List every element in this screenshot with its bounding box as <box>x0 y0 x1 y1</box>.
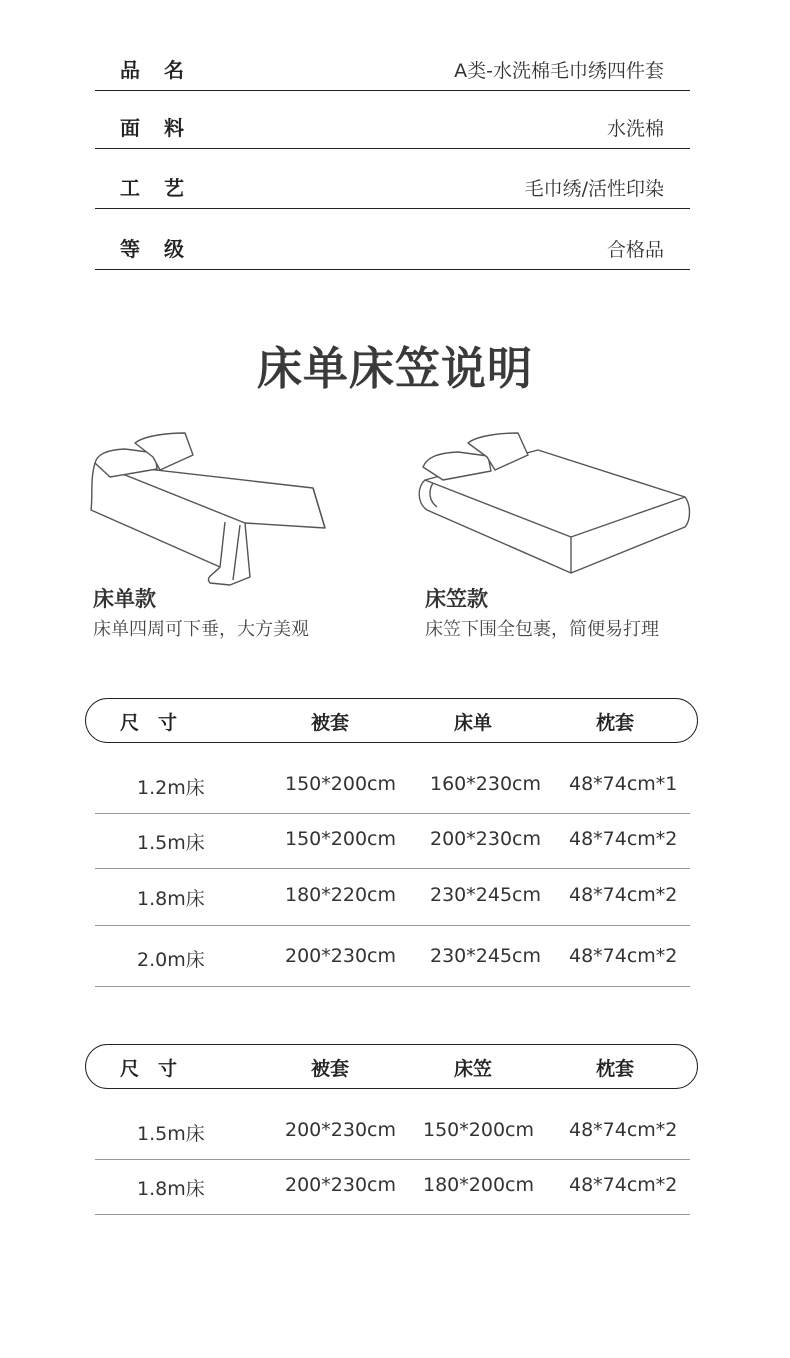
cell-duvet: 200*230cm <box>285 1174 396 1196</box>
spec-row-craft <box>95 149 690 209</box>
cell-sheet: 160*230cm <box>430 773 541 795</box>
table-header <box>85 1044 698 1089</box>
sheet-size-table <box>85 698 700 988</box>
cell-pillow: 48*74cm*2 <box>569 828 678 850</box>
table-row <box>95 1104 690 1160</box>
spec-value: 毛巾绣/活性印染 <box>524 178 664 200</box>
flat-sheet-illustration <box>85 425 335 590</box>
section-title: 床单床笠说明 <box>256 342 533 395</box>
spec-label: 等 级 <box>120 237 186 261</box>
table-row <box>95 813 690 869</box>
fitted-style-title: 床笠款 <box>425 587 488 611</box>
spec-row-grade <box>95 209 690 270</box>
table-row <box>95 758 690 814</box>
cell-pillow: 48*74cm*2 <box>569 945 678 967</box>
col-duvet: 被套 <box>311 1058 350 1080</box>
col-duvet: 被套 <box>311 712 350 734</box>
cell-size: 1.5m床 <box>137 1123 205 1145</box>
sheet-style-title: 床单款 <box>93 587 156 611</box>
cell-duvet: 150*200cm <box>285 828 396 850</box>
table-row <box>95 925 690 987</box>
spec-value: A类-水洗棉毛巾绣四件套 <box>454 60 664 82</box>
cell-duvet: 200*230cm <box>285 945 396 967</box>
cell-duvet: 200*230cm <box>285 1119 396 1141</box>
cell-size: 2.0m床 <box>137 949 205 971</box>
cell-pillow: 48*74cm*2 <box>569 1174 678 1196</box>
cell-size: 1.8m床 <box>137 1178 205 1200</box>
spec-label: 品 名 <box>120 58 186 82</box>
table-row <box>95 868 690 926</box>
cell-sheet: 230*245cm <box>430 945 541 967</box>
spec-row-name <box>95 33 690 91</box>
cell-pillow: 48*74cm*2 <box>569 884 678 906</box>
cell-sheet: 200*230cm <box>430 828 541 850</box>
table-row <box>95 1159 690 1215</box>
cell-pillow: 48*74cm*1 <box>569 773 678 795</box>
cell-pillow: 48*74cm*2 <box>569 1119 678 1141</box>
fitted-size-table <box>85 1044 700 1219</box>
cell-fitted: 180*200cm <box>423 1174 534 1196</box>
spec-value: 水洗棉 <box>606 118 664 140</box>
col-pillow: 枕套 <box>596 712 635 734</box>
col-size: 尺 寸 <box>120 1058 178 1080</box>
table-header <box>85 698 698 743</box>
spec-label: 工 艺 <box>120 176 186 200</box>
col-size: 尺 寸 <box>120 712 178 734</box>
cell-duvet: 150*200cm <box>285 773 396 795</box>
spec-label: 面 料 <box>120 116 186 140</box>
col-pillow: 枕套 <box>596 1058 635 1080</box>
col-fitted: 床笠 <box>454 1058 493 1080</box>
fitted-style-desc: 床笠下围全包裹，简便易打理 <box>425 619 659 640</box>
cell-sheet: 230*245cm <box>430 884 541 906</box>
cell-size: 1.8m床 <box>137 888 205 910</box>
cell-duvet: 180*220cm <box>285 884 396 906</box>
cell-fitted: 150*200cm <box>423 1119 534 1141</box>
spec-row-fabric <box>95 91 690 149</box>
fitted-sheet-illustration <box>413 425 693 580</box>
col-sheet: 床单 <box>454 712 493 734</box>
spec-value: 合格品 <box>606 239 664 261</box>
cell-size: 1.2m床 <box>137 777 205 799</box>
cell-size: 1.5m床 <box>137 832 205 854</box>
sheet-style-desc: 床单四周可下垂，大方美观 <box>93 619 309 640</box>
spec-list <box>95 33 690 270</box>
